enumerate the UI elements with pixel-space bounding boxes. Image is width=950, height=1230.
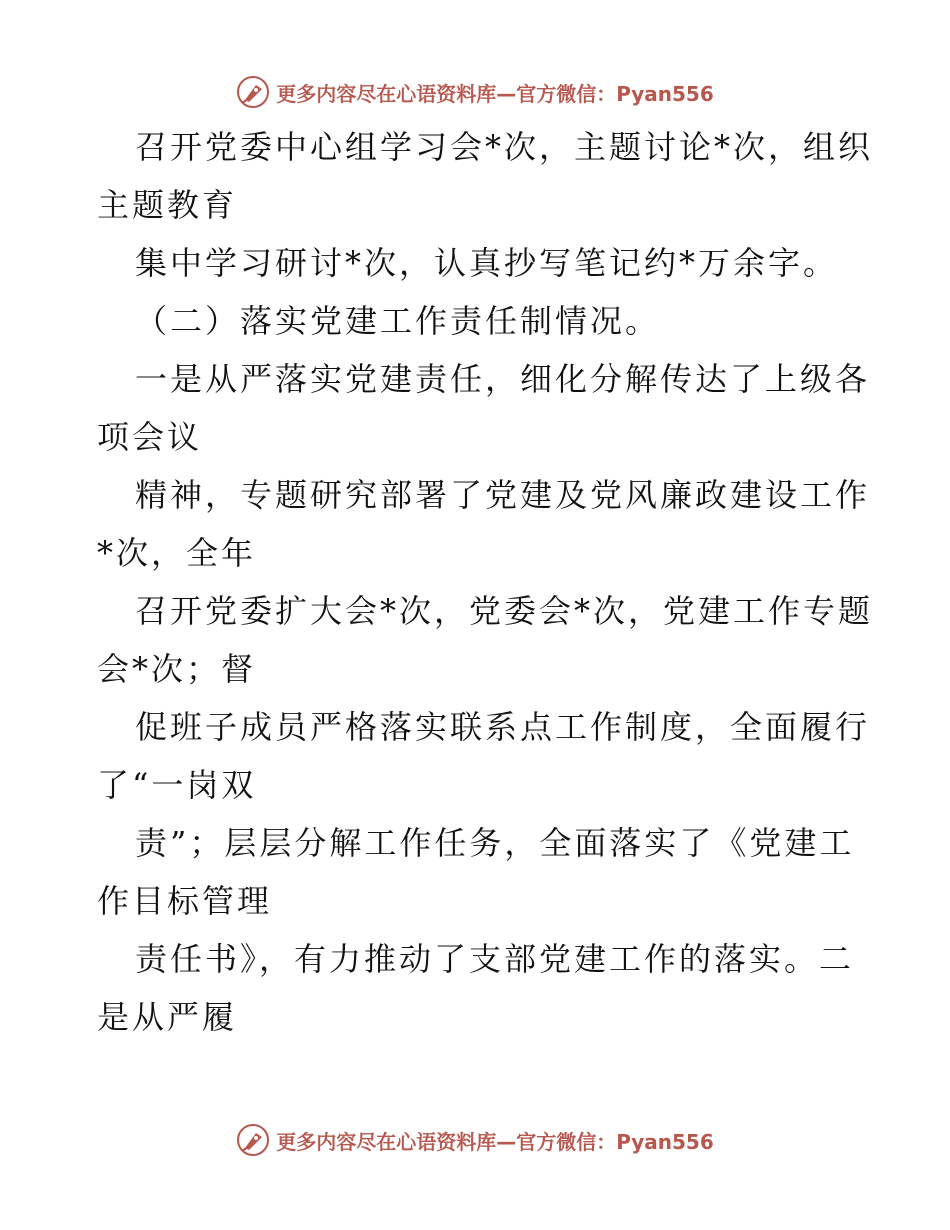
text-line: 精神，专题研究部署了党建及党风廉政建设工作 — [135, 476, 871, 514]
text-line: 责任书》，有力推动了支部党建工作的落实。二 — [135, 940, 855, 978]
pen-nib-logo-icon — [236, 75, 270, 109]
footer-banner — [0, 1120, 950, 1160]
text-line: 会*次；督 — [97, 650, 257, 688]
text-line: 召开党委扩大会*次，党委会*次，党建工作专题 — [135, 592, 874, 630]
text-line: 作目标管理 — [97, 882, 273, 920]
text-line: 召开党委中心组学习会*次，主题讨论*次，组织 — [135, 128, 874, 166]
text-line: 促班子成员严格落实联系点工作制度，全面履行 — [135, 708, 871, 746]
text-line: 主题教育 — [97, 186, 238, 224]
text-line: 集中学习研讨*次，认真抄写笔记约*万余字。 — [135, 244, 839, 282]
footer-banner-text: 更多内容尽在心语资料库—官方微信：Pyan556 — [276, 1129, 714, 1154]
text-line: 了“一岗双 — [97, 766, 257, 804]
pen-nib-logo-icon — [236, 1123, 270, 1157]
text-line: 一是从严落实党建责任，细化分解传达了上级各 — [135, 360, 871, 398]
text-line: 是从严履 — [97, 998, 238, 1036]
text-line: 项会议 — [97, 418, 203, 456]
section-heading: （二）落实党建工作责任制情况。 — [135, 302, 661, 340]
header-banner — [0, 72, 950, 112]
header-banner-text: 更多内容尽在心语资料库—官方微信：Pyan556 — [276, 81, 714, 106]
document-body — [97, 118, 874, 1046]
text-line: 责”；层层分解工作任务，全面落实了《党建工 — [135, 824, 855, 862]
text-line: *次，全年 — [97, 534, 257, 572]
